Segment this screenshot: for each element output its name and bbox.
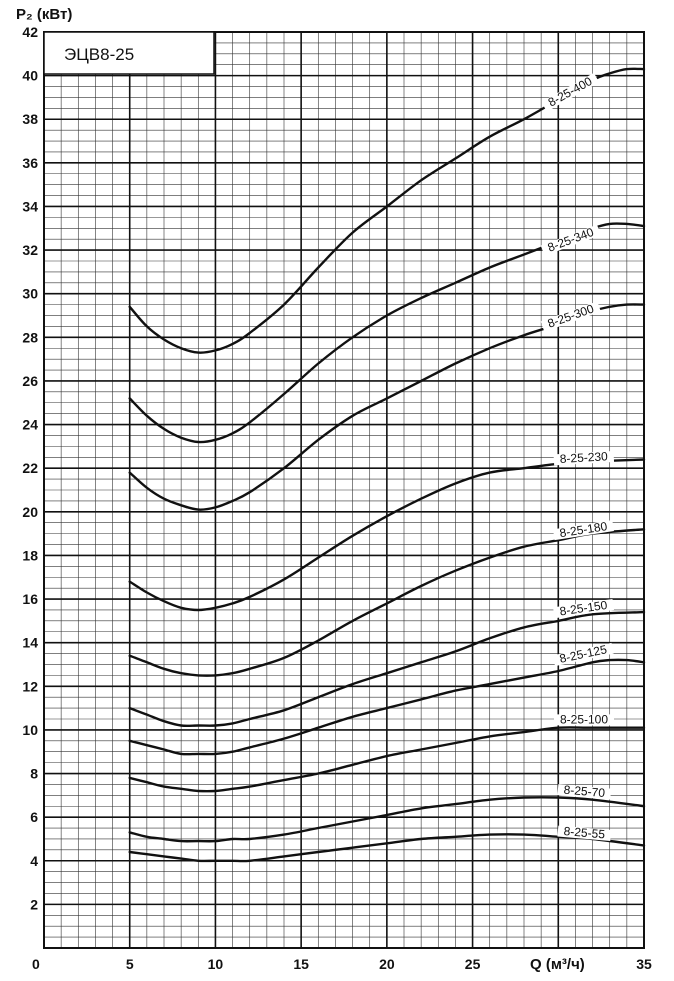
curve-label: 8-25-55 [563, 824, 606, 842]
y-tick-label: 30 [22, 285, 38, 302]
y-tick-label: 10 [22, 721, 38, 738]
y-tick-label: 20 [22, 503, 38, 520]
y-tick-label: 2 [30, 896, 38, 913]
y-tick-label: 34 [22, 198, 38, 215]
x-tick-label: 35 [636, 956, 652, 972]
y-tick-label: 42 [22, 24, 38, 40]
x-tick-label: 5 [125, 956, 134, 972]
y-tick-label: 22 [22, 460, 38, 477]
y-tick-label: 24 [22, 416, 38, 433]
chart-title-box [44, 32, 214, 74]
x-tick-label: 25 [464, 956, 481, 972]
x-tick-label: 20 [379, 956, 395, 972]
y-tick-label: 12 [22, 678, 38, 695]
x-axis-label: Q (м³/ч) [530, 956, 585, 973]
curve-label: 8-25-400 [545, 73, 595, 110]
y-tick-label: 14 [22, 634, 38, 651]
y-tick-label: 4 [30, 852, 38, 869]
curve-label: 8-25-150 [558, 597, 609, 619]
x-tick-label: 15 [293, 956, 309, 972]
y-tick-label: 28 [22, 329, 38, 346]
y-tick-label: 16 [22, 591, 38, 608]
y-tick-label: 18 [22, 547, 38, 564]
curve-label: 8-25-70 [563, 782, 606, 801]
y-tick-label: 8 [30, 765, 38, 782]
curve-label: 8-25-230 [559, 449, 609, 466]
curve-label: 8-25-125 [558, 642, 609, 666]
curve-label: 8-25-100 [559, 712, 609, 727]
curve-label: 8-25-300 [545, 301, 596, 331]
chart-title: ЭЦВ8-25 [64, 45, 135, 64]
y-tick-label: 36 [22, 154, 38, 171]
curve-label: 8-25-340 [545, 224, 596, 255]
y-tick-label: 26 [22, 372, 38, 389]
x-tick-label: 10 [207, 956, 224, 972]
y-axis-label: P₂ (кВт) [16, 6, 73, 23]
y-tick-label: 6 [30, 809, 38, 826]
curve-label: 8-25-180 [558, 519, 609, 541]
x-tick-label: 0 [32, 956, 40, 972]
y-tick-label: 38 [22, 111, 38, 128]
y-tick-label: 32 [22, 242, 38, 259]
y-tick-label: 40 [22, 67, 38, 84]
